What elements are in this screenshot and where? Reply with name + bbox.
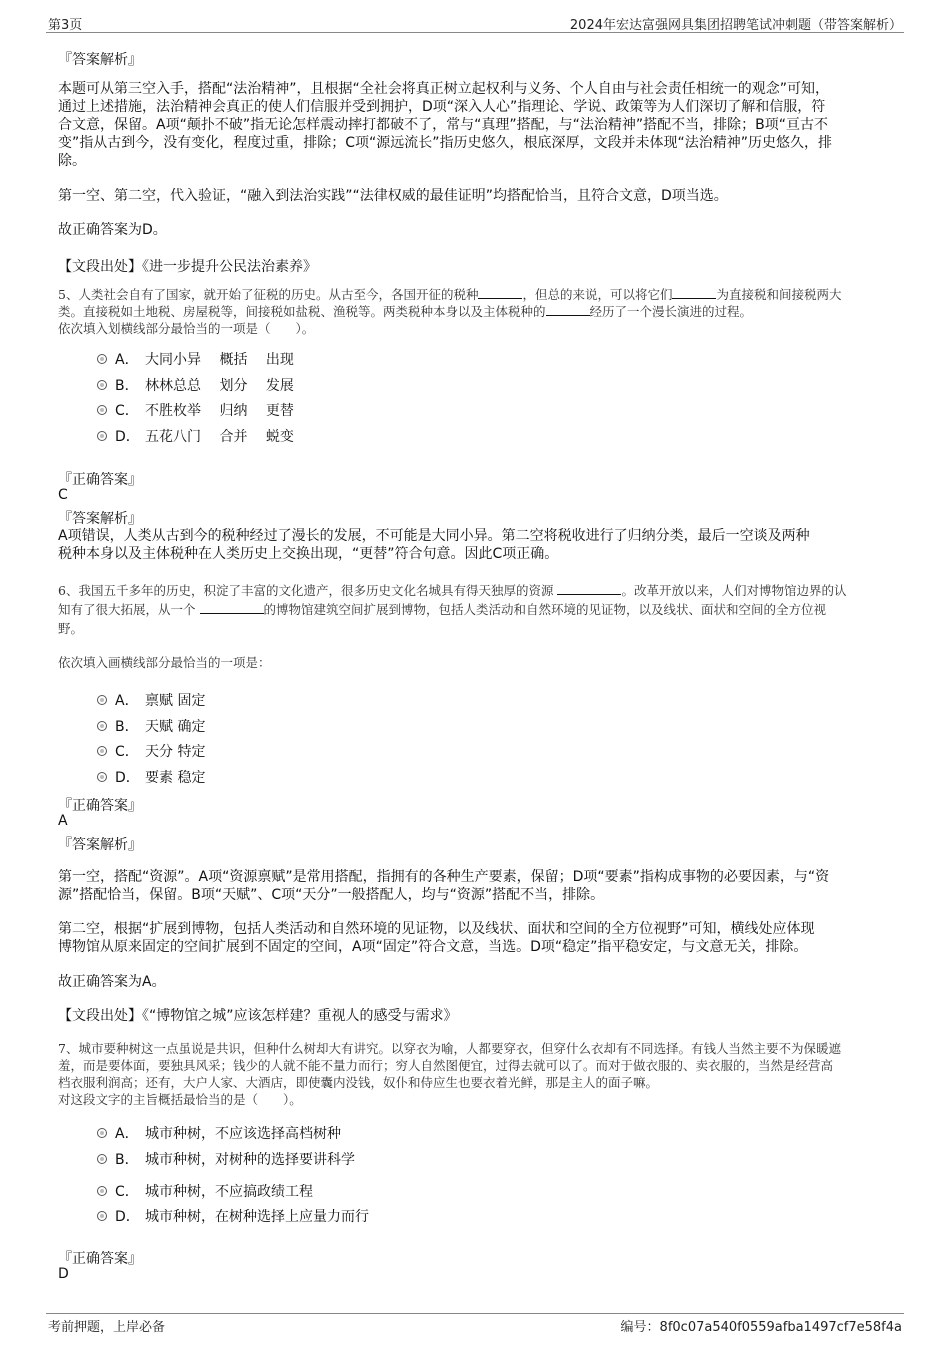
option-letter: C． (115, 1184, 139, 1200)
q6-analysis-label: 『答案解析』 (58, 837, 142, 853)
q6-correct-label: 『正确答案』 (58, 798, 142, 814)
text-line: A项错误，人类从古到今的税种经过了漫长的发展，不可能是大同小异。第二空将税收进行了归纳分类，最后一空谈及两种 (58, 528, 810, 544)
q5-line-1 (58, 286, 903, 303)
text: 6、我国五千多年的历史，积淀了丰富的文化遗产，很多历史文化名城具有得天独厚的资源 (58, 583, 554, 598)
q5-stem (58, 286, 903, 337)
radio-icon[interactable] (97, 772, 107, 782)
q7-prompt: 对这段文字的主旨概括最恰当的是（ ）。 (58, 1092, 302, 1107)
text: 知有了很大拓展，从一个 (58, 602, 196, 617)
text-line: 除。 (58, 153, 86, 169)
option-letter: D． (115, 429, 140, 445)
q6-source: 【文段出处】《“博物馆之城”应该怎样建？重视人的感受与需求》 (58, 1008, 458, 1024)
option-text: 不胜枚举 归纳 更替 (145, 403, 294, 419)
q6-line-3: 野。 (58, 621, 84, 636)
radio-icon[interactable] (97, 380, 107, 390)
text: 为直接税和间接税两大 (716, 287, 842, 302)
q6-analysis-p2 (58, 920, 815, 956)
option-text: 城市种树，不应该选择高档树种 (145, 1126, 341, 1142)
option-text: 要素 稳定 (145, 770, 206, 786)
option-text: 大同小异 概括 出现 (145, 352, 294, 368)
q4-analysis-p1 (58, 80, 832, 170)
radio-icon[interactable] (97, 354, 107, 364)
q6-prompt: 依次填入画横线部分最恰当的一项是： (58, 655, 271, 670)
footer-serial-number: 编号：8f0c07a540f0559afba1497cf7e58f4a (620, 1320, 902, 1335)
fill-blank (200, 601, 264, 614)
q7-correct-answer: D (58, 1266, 69, 1282)
option-letter: D． (115, 1209, 140, 1225)
option-text: 城市种树，对树种的选择要讲科学 (145, 1152, 355, 1168)
text-line: 博物馆从原来固定的空间扩展到不固定的空间，A项“固定”符合文意，当选。D项“稳定”指平稳安定，与文意无关，排除。 (58, 939, 808, 955)
q6-line-2 (58, 600, 903, 619)
q6-stem (58, 581, 903, 638)
text-line: 档衣服利润高；还有，大户人家、大酒店，即使囊内没钱，奴仆和侍应生也要衣着光鲜，那是主人的面子嘛。 (58, 1075, 659, 1090)
option-letter: B． (115, 378, 139, 394)
text-line: 本题可从第三空入手，搭配“法治精神”，且根据“全社会将真正树立起权利与义务、个人自由与社会责任相统一的观念”可知， (58, 81, 830, 97)
q7-stem (58, 1040, 903, 1108)
option-text: 天赋 确定 (145, 719, 206, 735)
q4-analysis-p2: 第一空、第二空，代入验证，“融入到法治实践”“法律权威的最佳证明”均搭配恰当，且符合文意，D项当选。 (58, 188, 728, 204)
text: 类。直接税如土地税、房屋税等，间接税如盐税、渔税等。两类税种本身以及主体税种的 (58, 304, 546, 319)
q5-correct-answer: C (58, 487, 68, 503)
fill-blank (478, 286, 522, 299)
option-letter: B． (115, 1152, 139, 1168)
option-text: 五花八门 合并 蜕变 (145, 429, 294, 445)
q6-correct-answer: A (58, 813, 68, 829)
option-text: 城市种树，在树种选择上应量力而行 (145, 1209, 369, 1225)
q6-line-1 (58, 581, 903, 600)
option-text: 禀赋 固定 (145, 693, 206, 709)
fill-blank (546, 303, 590, 316)
text: ，但总的来说，可以将它们 (522, 287, 673, 302)
q4-source: 【文段出处】《进一步提升公民法治素养》 (58, 259, 317, 275)
q6-analysis-p1 (58, 868, 829, 904)
q4-answer-statement: 故正确答案为D。 (58, 222, 167, 238)
text-line: 通过上述措施，法治精神会真正的使人们信服并受到拥护，D项“深入人心”指理论、学说、政策等为人们深切了解和信服，符 (58, 99, 826, 115)
q5-line-2 (58, 303, 903, 320)
radio-icon[interactable] (97, 1128, 107, 1138)
option-text: 城市种树，不应搞政绩工程 (145, 1184, 313, 1200)
option-letter: A． (115, 693, 139, 709)
q6-answer-statement: 故正确答案为A。 (58, 974, 166, 990)
option-text: 天分 特定 (145, 744, 206, 760)
radio-icon[interactable] (97, 746, 107, 756)
text-line: 税种本身以及主体税种在人类历史上交换出现，“更替”符合句意。因此C项正确。 (58, 546, 559, 562)
text: 经历了一个漫长演进的过程。 (589, 304, 753, 319)
option-letter: A． (115, 352, 139, 368)
text-line: 7、城市要种树这一点虽说是共识，但种什么树却大有讲究。以穿衣为喻，人都要穿衣，但穿什么衣却有不同选择。有钱人当然主要不为保暖遮 (58, 1041, 841, 1056)
text: 的博物馆建筑空间扩展到博物，包括人类活动和自然环境的见证物，以及线状、面状和空间的全方位视 (263, 602, 827, 617)
radio-icon[interactable] (97, 1211, 107, 1221)
page-footer (46, 1313, 904, 1336)
option-letter: C． (115, 744, 139, 760)
text-line: 羞，而是要体面，要独具风采；钱少的人就不能不量力而行；穷人自然图便宜，过得去就可以了。而对于做衣服的、卖衣服的，当然是经营高 (58, 1058, 834, 1073)
text-line: 合文意，保留。A项“颠扑不破”指无论怎样震动摔打都破不了，常与“真理”搭配，与“法治精神”搭配不当，排除；B项“亘古不 (58, 117, 828, 133)
radio-icon[interactable] (97, 695, 107, 705)
q5-prompt: 依次填入划横线部分最恰当的一项是（ ）。 (58, 321, 315, 336)
q5-correct-label: 『正确答案』 (58, 472, 142, 488)
text-line: 第一空，搭配“资源”。A项“资源禀赋”是常用搭配，指拥有的各种生产要素，保留；D项“要素”指构成事物的必要因素，与“资 (58, 869, 830, 885)
text-line: 第二空，根据“扩展到博物，包括人类活动和自然环境的见证物，以及线状、面状和空间的全方位视野”可知，横线处应体现 (58, 921, 815, 937)
text: 。改革开放以来，人们对博物馆边界的认 (621, 583, 847, 598)
radio-icon[interactable] (97, 405, 107, 415)
q5-analysis-label: 『答案解析』 (58, 511, 142, 527)
q4-analysis-label: 『答案解析』 (58, 52, 142, 68)
footer-slogan: 考前押题，上岸必备 (48, 1320, 166, 1335)
fill-blank (557, 582, 621, 595)
option-letter: C． (115, 403, 139, 419)
document-title: 2024年宏达富强网具集团招聘笔试冲刺题（带答案解析） (569, 18, 902, 33)
option-letter: A． (115, 1126, 139, 1142)
text-line: 变”指从古到今，没有变化，程度过重，排除；C项“源远流长”指历史悠久，根底深厚，文段并未体现“法治精神”历史悠久，排 (58, 135, 833, 151)
radio-icon[interactable] (97, 1186, 107, 1196)
q7-correct-label: 『正确答案』 (58, 1251, 142, 1267)
q5-analysis (58, 527, 810, 563)
radio-icon[interactable] (97, 1154, 107, 1164)
radio-icon[interactable] (97, 721, 107, 731)
option-letter: D． (115, 770, 140, 786)
fill-blank (672, 286, 716, 299)
text-line: 源”搭配恰当，保留。B项“天赋”、C项“天分”一般搭配人，均与“资源”搭配不当，排除。 (58, 887, 605, 903)
page-number: 第3页 (48, 18, 83, 33)
option-text: 林林总总 划分 发展 (145, 378, 294, 394)
page-header (46, 12, 904, 33)
radio-icon[interactable] (97, 431, 107, 441)
option-letter: B． (115, 719, 139, 735)
text: 5、人类社会自有了国家，就开始了征税的历史。从古至今，各国开征的税种 (58, 287, 479, 302)
